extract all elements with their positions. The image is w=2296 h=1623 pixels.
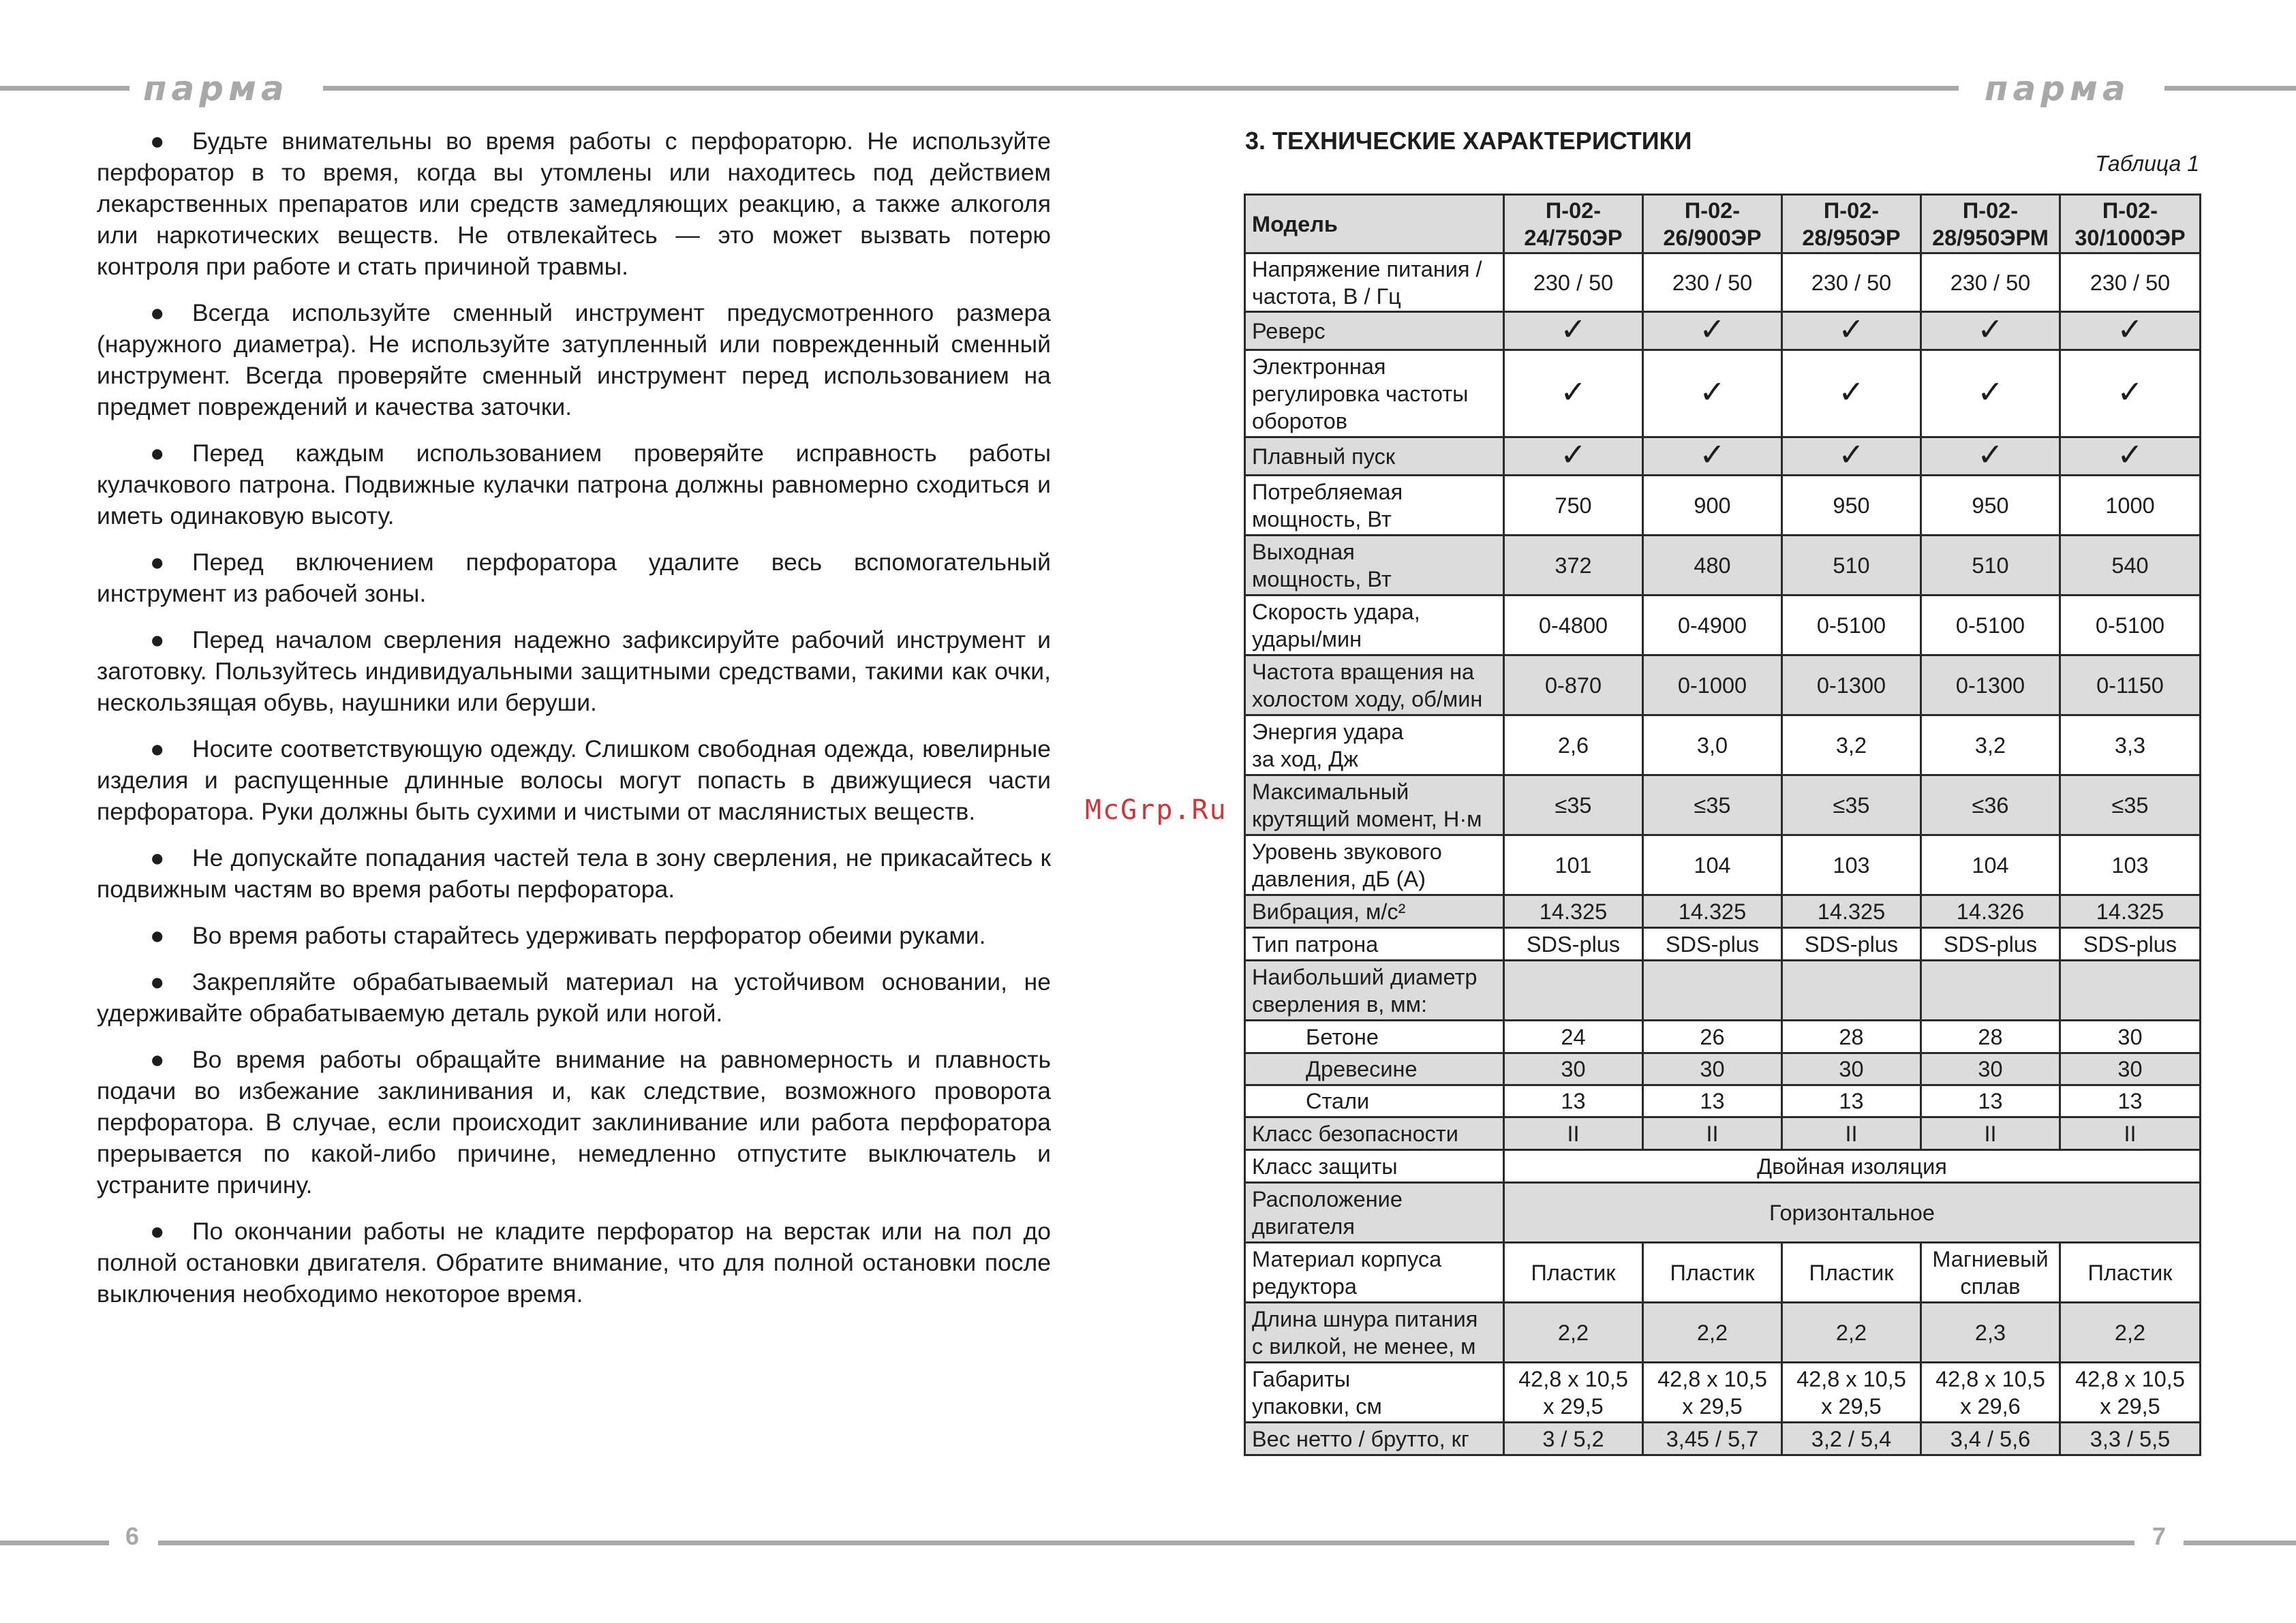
checkmark-icon: ✓ bbox=[1838, 374, 1865, 409]
table-row-soft-start bbox=[1245, 437, 2201, 476]
value-cell: 950 bbox=[1921, 476, 2060, 536]
bullet-icon: ● bbox=[150, 1218, 165, 1245]
table-row-idle-speed bbox=[1245, 655, 2201, 715]
check-cell bbox=[2060, 312, 2201, 350]
value-cell: II bbox=[1921, 1117, 2060, 1150]
bullet-icon: ● bbox=[150, 439, 165, 467]
bullet-icon: ● bbox=[150, 844, 165, 871]
table-row-impact-rate bbox=[1245, 596, 2201, 655]
table-row-power-out bbox=[1245, 536, 2201, 596]
check-cell bbox=[1782, 350, 1921, 437]
section-heading: 3. ТЕХНИЧЕСКИЕ ХАРАКТЕРИСТИКИ bbox=[1245, 127, 1692, 155]
value-cell: 3,2 bbox=[1921, 715, 2060, 775]
check-cell bbox=[1504, 437, 1643, 476]
value-cell: 2,2 bbox=[1782, 1303, 1921, 1363]
value-cell: 230 / 50 bbox=[1643, 253, 1782, 312]
value-cell: 103 bbox=[1782, 835, 1921, 895]
check-cell bbox=[1504, 350, 1643, 437]
value-cell: 230 / 50 bbox=[2060, 253, 2201, 312]
value-cell: 1000 bbox=[2060, 476, 2201, 536]
table-row-motor-position bbox=[1245, 1183, 2201, 1243]
param-label-cell: Выходная мощность, Вт bbox=[1245, 536, 1504, 596]
merged-value-cell: Двойная изоляция bbox=[1504, 1150, 2201, 1183]
footer-rule-right bbox=[2184, 1541, 2296, 1545]
bullet-icon: ● bbox=[150, 299, 165, 326]
header-rule-left-2 bbox=[323, 86, 1959, 91]
checkmark-icon: ✓ bbox=[1977, 374, 2004, 409]
param-label-cell: Материал корпуса редуктора bbox=[1245, 1243, 1504, 1303]
check-cell bbox=[1643, 437, 1782, 476]
param-label-cell: Бетоне bbox=[1245, 1021, 1504, 1053]
value-cell: 13 bbox=[2060, 1085, 2201, 1117]
bullet-icon: ● bbox=[150, 735, 165, 762]
param-label-cell: Плавный пуск bbox=[1245, 437, 1504, 476]
model-header-cell: П-02- 24/750ЭР bbox=[1504, 195, 1643, 253]
value-cell: SDS-plus bbox=[1782, 928, 1921, 961]
checkmark-icon: ✓ bbox=[1977, 437, 2004, 472]
value-cell: 14.325 bbox=[1504, 895, 1643, 928]
param-label-cell: Электронная регулировка частоты оборотов bbox=[1245, 350, 1504, 437]
checkmark-icon: ✓ bbox=[1838, 437, 1865, 472]
value-cell: 950 bbox=[1782, 476, 1921, 536]
model-header-cell: П-02- 26/900ЭР bbox=[1643, 195, 1782, 253]
value-cell: 42,8 х 10,5 х 29,5 bbox=[1782, 1363, 1921, 1423]
value-cell: Пластик bbox=[1643, 1243, 1782, 1303]
value-cell: ≤36 bbox=[1921, 775, 2060, 835]
param-label-cell: Класс безопасности bbox=[1245, 1117, 1504, 1150]
table-row-vibration bbox=[1245, 895, 2201, 928]
table-row-weight bbox=[1245, 1423, 2201, 1455]
value-cell: 230 / 50 bbox=[1921, 253, 2060, 312]
value-cell: 2,2 bbox=[2060, 1303, 2201, 1363]
table-row-noise bbox=[1245, 835, 2201, 895]
value-cell: 14.326 bbox=[1921, 895, 2060, 928]
checkmark-icon: ✓ bbox=[1560, 311, 1587, 347]
bullet-icon: ● bbox=[150, 968, 165, 995]
table-row-steel bbox=[1245, 1085, 2201, 1117]
table-row-torque bbox=[1245, 775, 2201, 835]
value-cell: SDS-plus bbox=[1504, 928, 1643, 961]
param-label-cell: Наибольший диаметр сверления в, мм: bbox=[1245, 961, 1504, 1021]
value-cell: 0-1300 bbox=[1782, 655, 1921, 715]
table-caption: Таблица 1 bbox=[2095, 151, 2199, 176]
instruction-paragraph: ● Перед включением перфоратора удалите весь вспомогательный инструмент из рабочей зоны. bbox=[97, 546, 1051, 609]
bullet-icon: ● bbox=[150, 922, 165, 949]
value-cell: II bbox=[1643, 1117, 1782, 1150]
value-cell: 0-5100 bbox=[1921, 596, 2060, 655]
footer-rule-middle bbox=[158, 1541, 2134, 1545]
param-label-cell: Частота вращения на холостом ходу, об/мин bbox=[1245, 655, 1504, 715]
table-row-reverse bbox=[1245, 312, 2201, 350]
value-cell: 103 bbox=[2060, 835, 2201, 895]
footer-rule-left bbox=[0, 1541, 109, 1545]
model-header-cell: П-02- 28/950ЭРМ bbox=[1921, 195, 2060, 253]
merged-value-cell: Горизонтальное bbox=[1504, 1183, 2201, 1243]
param-label-cell: Вибрация, м/с² bbox=[1245, 895, 1504, 928]
table-header-row bbox=[1245, 195, 2201, 253]
value-cell: 372 bbox=[1504, 536, 1643, 596]
checkmark-icon: ✓ bbox=[2117, 311, 2143, 347]
instruction-paragraph: ● Во время работы обращайте внимание на равномерность и плавность подачи во избежание заклинивания и, как следствие, возможного проворота перфоратора. В случае, если происходит заклинивание или работа перфоратора прерывается по какой-либо причине, немедленно отпустите выключатель и устраните причину. bbox=[97, 1044, 1051, 1201]
value-cell: ≤35 bbox=[2060, 775, 2201, 835]
table-row-impact-energy bbox=[1245, 715, 2201, 775]
table-row-chuck bbox=[1245, 928, 2201, 961]
instruction-paragraph: ● Не допускайте попадания частей тела в зону сверления, не прикасайтесь к подвижным частям во время работы перфоратора. bbox=[97, 842, 1051, 905]
param-label-cell: Энергия удара за ход, Дж bbox=[1245, 715, 1504, 775]
value-cell: II bbox=[1782, 1117, 1921, 1150]
value-cell: 0-870 bbox=[1504, 655, 1643, 715]
check-cell bbox=[1921, 437, 2060, 476]
instruction-paragraph: ● Закрепляйте обрабатываемый материал на устойчивом основании, не удерживайте обрабатываемую деталь рукой или ногой. bbox=[97, 966, 1051, 1029]
value-cell: 510 bbox=[1782, 536, 1921, 596]
instruction-paragraph: ● Перед каждым использованием проверяйте исправность работы кулачкового патрона. Подвижные кулачки патрона должны равномерно сходиться и иметь одинаковую высоту. bbox=[97, 437, 1051, 531]
value-cell: 13 bbox=[1504, 1085, 1643, 1117]
value-cell: 0-1300 bbox=[1921, 655, 2060, 715]
value-cell: 14.325 bbox=[2060, 895, 2201, 928]
table-row-power-in bbox=[1245, 476, 2201, 536]
value-cell: 3 / 5,2 bbox=[1504, 1423, 1643, 1455]
checkmark-icon: ✓ bbox=[1560, 437, 1587, 472]
table-row-voltage bbox=[1245, 253, 2201, 312]
table-row-speed-control bbox=[1245, 350, 2201, 437]
value-cell: 3,4 / 5,6 bbox=[1921, 1423, 2060, 1455]
table-row-concrete bbox=[1245, 1021, 2201, 1053]
value-cell: 30 bbox=[2060, 1021, 2201, 1053]
logo-right: парма bbox=[1985, 69, 2130, 108]
value-cell: ≤35 bbox=[1782, 775, 1921, 835]
empty-cell bbox=[1782, 961, 1921, 1021]
bullet-icon: ● bbox=[150, 127, 165, 155]
table-row-protection-class bbox=[1245, 1150, 2201, 1183]
empty-cell bbox=[2060, 961, 2201, 1021]
logo-left: парма bbox=[143, 69, 289, 108]
empty-cell bbox=[1504, 961, 1643, 1021]
value-cell: Пластик bbox=[2060, 1243, 2201, 1303]
value-cell: 510 bbox=[1921, 536, 2060, 596]
check-cell bbox=[1921, 312, 2060, 350]
value-cell: ≤35 bbox=[1504, 775, 1643, 835]
value-cell: 13 bbox=[1921, 1085, 2060, 1117]
table-row-cord-length bbox=[1245, 1303, 2201, 1363]
check-cell bbox=[1921, 350, 2060, 437]
value-cell: 230 / 50 bbox=[1782, 253, 1921, 312]
value-cell: SDS-plus bbox=[1643, 928, 1782, 961]
value-cell: 101 bbox=[1504, 835, 1643, 895]
param-label-cell: Уровень звукового давления, дБ (А) bbox=[1245, 835, 1504, 895]
bullet-icon: ● bbox=[150, 626, 165, 653]
param-label-cell: Древесине bbox=[1245, 1053, 1504, 1085]
value-cell: 3,3 bbox=[2060, 715, 2201, 775]
instruction-paragraph: ● Будьте внимательны во время работы с перфораторю. Не используйте перфоратор в то время, когда вы утомлены или находитесь под действием лекарственных препаратов или средств замедляющих реакцию, а также алкоголя или наркотических веществ. Не отвлекайтесь — это может вызвать потерю контроля при работе и стать причиной травмы. bbox=[97, 125, 1051, 282]
checkmark-icon: ✓ bbox=[2117, 374, 2143, 409]
instruction-paragraph: ● Во время работы старайтесь удерживать перфоратор обеими руками. bbox=[97, 920, 1051, 951]
checkmark-icon: ✓ bbox=[1699, 311, 1726, 347]
safety-instructions bbox=[97, 125, 1051, 1325]
param-label-cell: Длина шнура питания с вилкой, не менее, м bbox=[1245, 1303, 1504, 1363]
model-header-cell: П-02- 30/1000ЭР bbox=[2060, 195, 2201, 253]
instruction-paragraph: ● Всегда используйте сменный инструмент предусмотренного размера (наружного диаметра). Не используйте затупленный или поврежденный сменный инструмент. Всегда проверяйте сменный инструмент перед использованием на предмет повреждений и качества заточки. bbox=[97, 297, 1051, 422]
value-cell: 0-4800 bbox=[1504, 596, 1643, 655]
value-cell: 2,2 bbox=[1643, 1303, 1782, 1363]
value-cell: 480 bbox=[1643, 536, 1782, 596]
value-cell: 42,8 х 10,5 х 29,5 bbox=[1504, 1363, 1643, 1423]
param-label-cell: Напряжение питания / частота, В / Гц bbox=[1245, 253, 1504, 312]
value-cell: 28 bbox=[1921, 1021, 2060, 1053]
value-cell: ≤35 bbox=[1643, 775, 1782, 835]
param-label-cell: Стали bbox=[1245, 1085, 1504, 1117]
value-cell: 3,0 bbox=[1643, 715, 1782, 775]
value-cell: 2,3 bbox=[1921, 1303, 2060, 1363]
param-label-cell: Вес нетто / брутто, кг bbox=[1245, 1423, 1504, 1455]
check-cell bbox=[2060, 350, 2201, 437]
bullet-icon: ● bbox=[150, 548, 165, 576]
value-cell: 30 bbox=[1921, 1053, 2060, 1085]
value-cell: Магниевый сплав bbox=[1921, 1243, 2060, 1303]
param-label-cell: Расположение двигателя bbox=[1245, 1183, 1504, 1243]
value-cell: Пластик bbox=[1782, 1243, 1921, 1303]
value-cell: II bbox=[1504, 1117, 1643, 1150]
value-cell: 3,3 / 5,5 bbox=[2060, 1423, 2201, 1455]
header-rule-right bbox=[2164, 86, 2296, 91]
param-label-cell: Скорость удара, удары/мин bbox=[1245, 596, 1504, 655]
value-cell: 30 bbox=[1504, 1053, 1643, 1085]
value-cell: 0-5100 bbox=[2060, 596, 2201, 655]
value-cell: II bbox=[2060, 1117, 2201, 1150]
table-row-package-size bbox=[1245, 1363, 2201, 1423]
table-row-safety-class bbox=[1245, 1117, 2201, 1150]
check-cell bbox=[1782, 437, 1921, 476]
value-cell: 13 bbox=[1782, 1085, 1921, 1117]
value-cell: 28 bbox=[1782, 1021, 1921, 1053]
empty-cell bbox=[1643, 961, 1782, 1021]
value-cell: SDS-plus bbox=[2060, 928, 2201, 961]
value-cell: 900 bbox=[1643, 476, 1782, 536]
value-cell: 3,45 / 5,7 bbox=[1643, 1423, 1782, 1455]
value-cell: 0-4900 bbox=[1643, 596, 1782, 655]
checkmark-icon: ✓ bbox=[1838, 311, 1865, 347]
checkmark-icon: ✓ bbox=[1977, 311, 2004, 347]
param-label-cell: Потребляемая мощность, Вт bbox=[1245, 476, 1504, 536]
value-cell: 0-1150 bbox=[2060, 655, 2201, 715]
check-cell bbox=[1643, 350, 1782, 437]
check-cell bbox=[1504, 312, 1643, 350]
param-label-cell: Реверс bbox=[1245, 312, 1504, 350]
page-number-left: 6 bbox=[125, 1522, 140, 1550]
value-cell: 14.325 bbox=[1782, 895, 1921, 928]
param-label-cell: Класс защиты bbox=[1245, 1150, 1504, 1183]
value-cell: 0-5100 bbox=[1782, 596, 1921, 655]
check-cell bbox=[1782, 312, 1921, 350]
checkmark-icon: ✓ bbox=[1699, 437, 1726, 472]
watermark: McGrp.Ru bbox=[1085, 794, 1227, 826]
value-cell: 104 bbox=[1921, 835, 2060, 895]
value-cell: 2,2 bbox=[1504, 1303, 1643, 1363]
empty-cell bbox=[1921, 961, 2060, 1021]
value-cell: 750 bbox=[1504, 476, 1643, 536]
value-cell: 0-1000 bbox=[1643, 655, 1782, 715]
value-cell: 104 bbox=[1643, 835, 1782, 895]
value-cell: 24 bbox=[1504, 1021, 1643, 1053]
spec-table bbox=[1244, 194, 2201, 1456]
value-cell: 3,2 bbox=[1782, 715, 1921, 775]
header-label-cell: Модель bbox=[1245, 195, 1504, 253]
value-cell: 540 bbox=[2060, 536, 2201, 596]
value-cell: SDS-plus bbox=[1921, 928, 2060, 961]
param-label-cell: Габариты упаковки, см bbox=[1245, 1363, 1504, 1423]
value-cell: 42,8 х 10,5 х 29,5 bbox=[2060, 1363, 2201, 1423]
checkmark-icon: ✓ bbox=[2117, 437, 2143, 472]
value-cell: 30 bbox=[2060, 1053, 2201, 1085]
header-rule-left-1 bbox=[0, 86, 129, 91]
value-cell: 230 / 50 bbox=[1504, 253, 1643, 312]
check-cell bbox=[1643, 312, 1782, 350]
value-cell: 3,2 / 5,4 bbox=[1782, 1423, 1921, 1455]
param-label-cell: Тип патрона bbox=[1245, 928, 1504, 961]
value-cell: 14.325 bbox=[1643, 895, 1782, 928]
table-row-wood bbox=[1245, 1053, 2201, 1085]
instruction-paragraph: ● Перед началом сверления надежно зафиксируйте рабочий инструмент и заготовку. Пользуйтесь индивидуальными защитными средствами, такими как очки, нескользящая обувь, наушники или беруши. bbox=[97, 624, 1051, 718]
bullet-icon: ● bbox=[150, 1046, 165, 1073]
value-cell: 26 bbox=[1643, 1021, 1782, 1053]
model-header-cell: П-02- 28/950ЭР bbox=[1782, 195, 1921, 253]
value-cell: 2,6 bbox=[1504, 715, 1643, 775]
checkmark-icon: ✓ bbox=[1560, 374, 1587, 409]
value-cell: Пластик bbox=[1504, 1243, 1643, 1303]
check-cell bbox=[2060, 437, 2201, 476]
table-row-gear-housing bbox=[1245, 1243, 2201, 1303]
instruction-paragraph: ● Носите соответствующую одежду. Слишком свободная одежда, ювелирные изделия и распущенные длинные волосы могут попасть в движущиеся части перфоратора. Руки должны быть сухими и чистыми от маслянистых веществ. bbox=[97, 733, 1051, 827]
param-label-cell: Максимальный крутящий момент, Н·м bbox=[1245, 775, 1504, 835]
page-number-right: 7 bbox=[2152, 1522, 2167, 1550]
table-row-diameter bbox=[1245, 961, 2201, 1021]
value-cell: 30 bbox=[1643, 1053, 1782, 1085]
value-cell: 42,8 х 10,5 х 29,6 bbox=[1921, 1363, 2060, 1423]
value-cell: 42,8 х 10,5 х 29,5 bbox=[1643, 1363, 1782, 1423]
value-cell: 13 bbox=[1643, 1085, 1782, 1117]
value-cell: 30 bbox=[1782, 1053, 1921, 1085]
checkmark-icon: ✓ bbox=[1699, 374, 1726, 409]
instruction-paragraph: ● По окончании работы не кладите перфоратор на верстак или на пол до полной остановки двигателя. Обратите внимание, что для полной остановки после выключения необходимо некоторое время. bbox=[97, 1216, 1051, 1310]
